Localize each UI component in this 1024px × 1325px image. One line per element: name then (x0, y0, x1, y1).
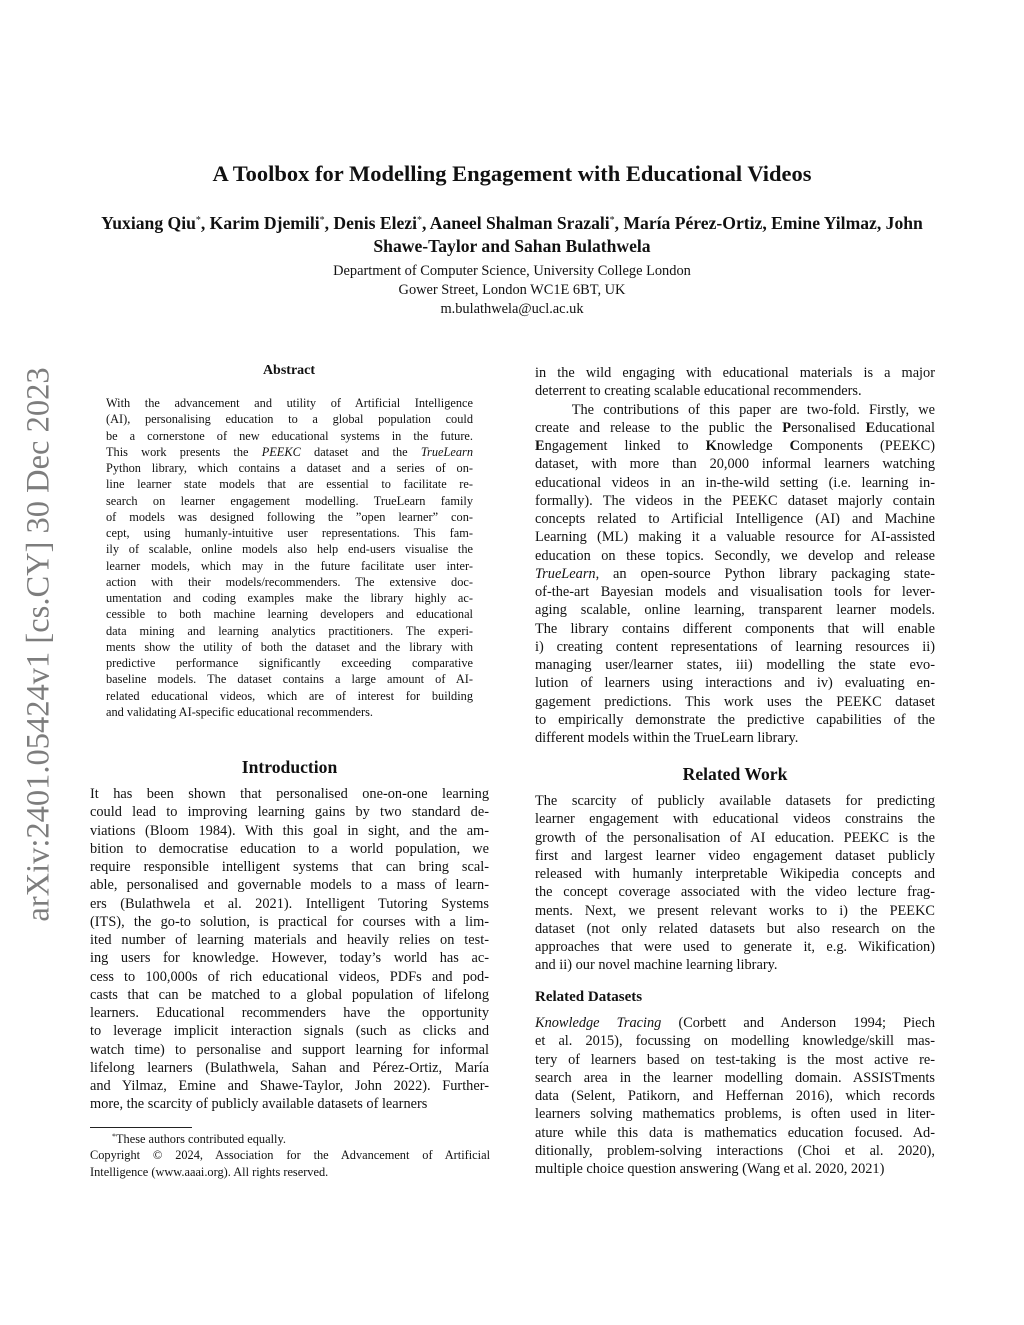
text-line: Learning (ML) making it a valuable resource for AI-assisted (535, 529, 935, 546)
introduction-body (90, 785, 489, 1114)
footnote-block (90, 1129, 490, 1180)
text-line: ments. Next, we present relevant works to i) the PEEKC (535, 902, 935, 919)
author-mark: * (195, 215, 201, 226)
text-line: cess to 100,000s of rich educational videos, PDFs and pod- (90, 968, 489, 985)
text-line: This work presents the PEEKC dataset and the TrueLearn (106, 444, 473, 459)
text-line: (ITS), the go-to solution, is practical for courses with a lim- (90, 913, 489, 930)
text-line: released with humanly interpretable Wikipedia concepts and (535, 866, 935, 882)
text-line: et al. 2015), focussing on modelling knowledge/skill mas- (535, 1033, 935, 1050)
author-name: Karim Djemili (209, 213, 320, 233)
affiliation-department: Department of Computer Science, University College London (333, 263, 691, 279)
text-line: education on these topics. Secondly, we develop and release (535, 547, 935, 564)
paper-title: A Toolbox for Modelling Engagement with Educational Videos (212, 161, 812, 186)
text-line: data mining and learning analytics practitioners. The experi- (106, 623, 473, 638)
abstract-body (106, 395, 473, 720)
text-line: multiple choice question answering (Wang et al. 2020, 2021) (535, 1161, 885, 1177)
text-line: in the wild engaging with educational materials is a major (535, 365, 935, 381)
footnote-mark: * (112, 1132, 116, 1141)
text-line: more, the scarcity of publicly available datasets of learners (90, 1096, 428, 1113)
text-line: umentation and coding examples make the library highly ac- (106, 591, 473, 605)
arxiv-stamp (16, 348, 62, 940)
related-datasets-body (535, 1014, 935, 1178)
arxiv-stamp-text: arXiv:2401.05424v1 [cs.CY] 30 Dec 2023 (20, 366, 57, 922)
text-line: It has been shown that personalised one-on-one learning (90, 786, 489, 802)
text-line: ing users for knowledge. However, today’s world has ac- (90, 950, 489, 967)
related-datasets-heading: Related Datasets (535, 989, 643, 1005)
text-line: casts that can be matched to a global population of lifelong (90, 986, 489, 1003)
author-name: John Shawe-Taylor (373, 213, 923, 256)
text-line: cessible to both machine learning developers and educational (106, 607, 473, 622)
text-line: ditionally, problem-solving interactions (Choi et al. 2020), (535, 1142, 935, 1159)
text-line: line learner state models that are essential to facilitate re- (106, 477, 473, 492)
introduction-heading: Introduction (241, 757, 338, 777)
footnote-text: These authors contributed equally. (116, 1132, 286, 1146)
text-line: managing user/learner states, iii) modelling the state evo- (535, 657, 935, 673)
text-line: able, personalised and governable models to a mass of learn- (90, 877, 489, 894)
text-line: viations (Bloom 1984). With this goal in sight, and the am- (90, 822, 489, 839)
text-line: The contributions of this paper are two-fold. Firstly, we (535, 401, 935, 418)
author-name: Denis Elezi (333, 213, 417, 233)
contributions-paragraph (535, 401, 935, 748)
text-line: Python library, which contains a dataset and a series of on- (106, 461, 473, 475)
text-line: ers (Bulathwela et al. 2021). Intelligent Tutoring Systems (90, 895, 489, 912)
author-name: Emine Yilmaz (771, 213, 877, 233)
related-work-heading: Related Work (682, 764, 788, 784)
text-line: different models within the TrueLearn library. (535, 730, 799, 746)
text-line: ily of scalable, online models also help end-users visualise the (106, 542, 473, 557)
text-line: Copyright © 2024, Association for the Advancement of Artificial (90, 1148, 490, 1163)
text-line: dataset (not only related datasets but also research on the (535, 920, 935, 937)
author-mark: * (416, 215, 422, 226)
copyright-notice (90, 1147, 490, 1180)
intro-continued (535, 364, 935, 401)
text-line: baseline models. The dataset contains a large amount of AI- (106, 672, 473, 687)
author-name: Aaneel Shalman Srazali (429, 213, 610, 233)
text-line: educational videos in an in-the-wild setting (i.e. learning in- (535, 474, 935, 491)
text-line: (AI), personalising education to a global population could (106, 412, 473, 427)
text-line: Engagement linked to Knowledge Components (PEEKC) (535, 438, 935, 454)
text-line: could lead to improving learning gains by two standard de- (90, 804, 489, 821)
text-line: ments show the utility of both the dataset and the library with (106, 639, 473, 654)
text-line: learner models, which may in the future facilitate user inter- (106, 558, 473, 573)
text-line: to empirically demonstrate the predictive capabilities of the (535, 711, 935, 728)
text-line: lifelong learners (Bulathwela, Sahan and Pérez-Ortiz, María (90, 1059, 489, 1076)
text-line: TrueLearn, an open-source Python library packaging state- (535, 565, 935, 582)
text-line: learners solving mathematics problems, is often used in liter- (535, 1106, 935, 1123)
text-line: and ii) our novel machine learning library. (535, 957, 778, 974)
text-line: aging scalable, online learning, transparent learner models. (535, 602, 935, 619)
text-line: Knowledge Tracing (Corbett and Anderson 1994; Piech (535, 1015, 935, 1031)
text-line: cept, using humanly-intuitive user representations. This fam- (106, 526, 473, 540)
footnote-equal-contribution (90, 1129, 490, 1147)
text-line: be a cornerstone of new educational systems in the future. (106, 428, 473, 443)
text-line: formally). The videos in the PEEKC dataset majorly contain (535, 492, 935, 509)
text-line: to leverage implicit interaction signals (such as clicks and (90, 1023, 489, 1040)
text-line: related educational videos, which are of interest for building (106, 688, 473, 703)
author-mark: * (319, 215, 325, 226)
text-line: dataset, with more than 20,000 informal learners watching (535, 456, 935, 473)
text-line: gagement predictions. This work uses the PEEKC dataset (535, 693, 935, 710)
text-line: predictive performance significantly exceeding comparative (106, 656, 473, 670)
author-mark: * (609, 215, 615, 226)
text-line: require responsible intelligent systems that can bring scal- (90, 859, 489, 875)
text-line: the concept coverage associated with the video lecture frag- (535, 884, 935, 901)
text-line: and validating AI-specific educational recommenders. (106, 704, 373, 719)
text-line: Intelligence (www.aaai.org). All rights reserved. (90, 1164, 329, 1179)
text-line: learner engagement with educational videos constrains the (535, 811, 935, 828)
text-line: The scarcity of publicly available datasets for predicting (535, 793, 935, 809)
author-name: Yuxiang Qiu (101, 213, 196, 233)
text-line: deterrent to creating scalable educational recommenders. (535, 383, 862, 400)
text-line: concepts related to Artificial Intelligence (AI) and Machine (535, 511, 935, 527)
text-line: approaches that were used to generate it, e.g. Wikification) (535, 939, 935, 955)
text-line: search on learner engagement modelling. TrueLearn family (106, 493, 473, 508)
text-line: first and largest learner video engagement dataset publicly (535, 847, 935, 864)
text-line: ature while this data is mathematics education focused. Ad- (535, 1124, 935, 1141)
text-line: i) creating content representations of learning resources ii) (535, 638, 935, 655)
author-name: Sahan Bulathwela (514, 236, 651, 256)
text-line: watch time) to personalise and support learning for informal (90, 1041, 489, 1058)
text-line: lution of learners using interactions and iv) evaluating en- (535, 675, 935, 692)
text-line: and Yilmaz, Emine and Shawe-Taylor, John 2022). Further- (90, 1078, 489, 1094)
text-line: create and release to the public the Personalised Educational (535, 419, 935, 436)
contact-email[interactable]: m.bulathwela@ucl.ac.uk (440, 301, 584, 317)
author-list: Yuxiang Qiu*, Karim Djemili*, Denis Elezi*, Aaneel Shalman Srazali*, María Pérez-Ortiz, Emine Yilmaz, John Shawe-Taylor and Sahan Bulathwela (101, 213, 923, 256)
text-line: search area in the learner modelling domain. ASSISTments (535, 1069, 935, 1086)
text-line: growth of the personalisation of AI education. PEEKC is the (535, 829, 935, 846)
related-work-body (535, 792, 935, 975)
abstract-heading: Abstract (262, 363, 316, 378)
affiliation-address: Gower Street, London WC1E 6BT, UK (398, 282, 626, 298)
text-line: The library contains different components that will enable (535, 620, 935, 637)
text-line: action with their models/recommenders. The extensive doc- (106, 574, 473, 589)
text-line: learners. Educational recommenders have the opportunity (90, 1005, 489, 1021)
text-line: data (Selent, Patikorn, and Heffernan 2016), which records (535, 1088, 935, 1104)
author-name: María Pérez-Ortiz (623, 213, 763, 233)
text-line: tery of learners based on test-taking is the most active re- (535, 1051, 935, 1068)
text-line: bition to democratise education to a world population, we (90, 840, 489, 857)
affiliation-block (90, 262, 934, 319)
text-line: ited number of learning materials and heavily relies on test- (90, 932, 489, 948)
footnote-rule (90, 1127, 192, 1128)
text-line: With the advancement and utility of Artificial Intelligence (106, 396, 473, 410)
text-line: of models was designed following the ”open learner” con- (106, 509, 473, 524)
text-line: of-the-art Bayesian models and visualisation tools for lever- (535, 584, 935, 600)
